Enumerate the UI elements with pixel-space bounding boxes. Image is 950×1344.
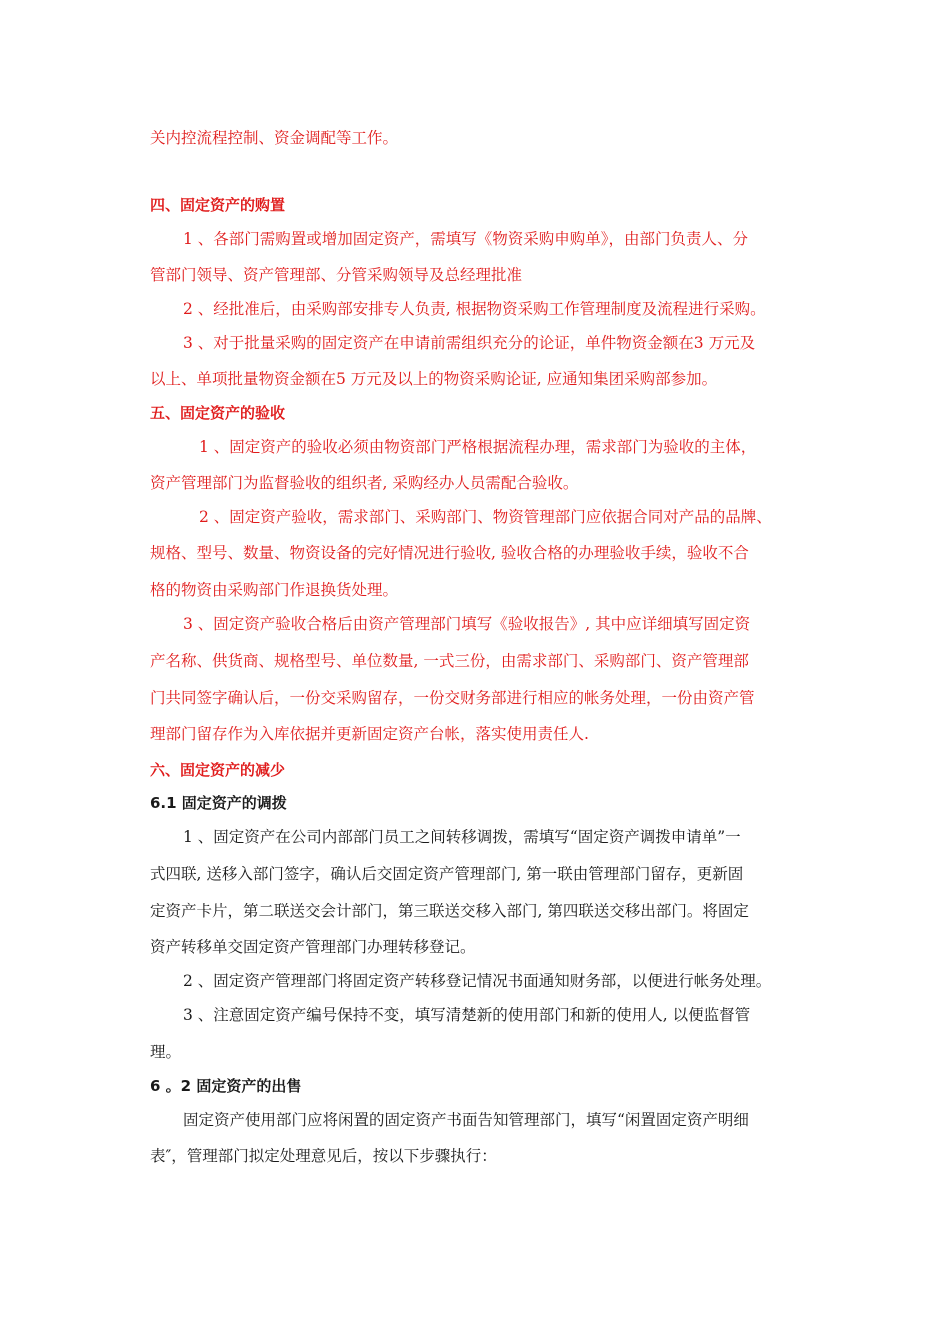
subsection-heading-6-1: 6.1 固定资产的调拨: [150, 794, 287, 812]
paragraph-line: 1 、固定资产的验收必须由物资部门严格根据流程办理，需求部门为验收的主体，: [199, 438, 757, 456]
paragraph-line: 门共同签字确认后，一份交采购留存，一份交财务部进行相应的帐务处理，一份由资产管: [150, 689, 755, 707]
subsection-heading-6-2: 6 。2 固定资产的出售: [150, 1077, 302, 1095]
paragraph-line: 3 、固定资产验收合格后由资产管理部门填写《验收报告》, 其中应详细填写固定资: [183, 615, 751, 633]
paragraph-line: 1 、各部门需购置或增加固定资产，需填写《物资采购申购单》，由部门负责人、分: [183, 230, 749, 248]
paragraph-line: 2 、固定资产验收，需求部门、采购部门、物资管理部门应依据合同对产品的品牌、: [199, 508, 772, 526]
section-heading-5: 五、固定资产的验收: [150, 404, 286, 422]
paragraph-line: 固定资产使用部门应将闲置的固定资产书面告知管理部门，填写“闲置固定资产明细: [183, 1111, 749, 1129]
paragraph-line: 关内控流程控制、资金调配等工作。: [150, 129, 399, 147]
section-heading-4: 四、固定资产的购置: [150, 196, 286, 214]
paragraph-line: 3 、注意固定资产编号保持不变，填写清楚新的使用部门和新的使用人, 以便监督管: [183, 1006, 751, 1024]
paragraph-line: 式四联, 送移入部门签字，确认后交固定资产管理部门, 第一联由管理部门留存，更新固: [150, 865, 744, 883]
paragraph-line: 管部门领导、资产管理部、分管采购领导及总经理批准: [150, 266, 523, 284]
paragraph-line: 表″，管理部门拟定处理意见后，按以下步骤执行：: [150, 1147, 497, 1165]
paragraph-line: 1 、固定资产在公司内部部门员工之间转移调拨，需填写“固定资产调拨申请单”一: [183, 828, 741, 846]
paragraph-line: 理。: [150, 1043, 182, 1061]
paragraph-line: 规格、型号、数量、物资设备的完好情况进行验收, 验收合格的办理验收手续，验收不合: [150, 544, 749, 562]
paragraph-line: 资产管理部门为监督验收的组织者, 采购经办人员需配合验收。: [150, 474, 579, 492]
paragraph-line: 2 、经批准后，由采购部安排专人负责, 根据物资采购工作管理制度及流程进行采购。: [183, 300, 766, 318]
paragraph-line: 2 、固定资产管理部门将固定资产转移登记情况书面通知财务部，以便进行帐务处理。: [183, 972, 772, 990]
paragraph-line: 以上、单项批量物资金额在5 万元及以上的物资采购论证, 应通知集团采购部参加。: [150, 370, 718, 388]
paragraph-line: 3 、对于批量采购的固定资产在申请前需组织充分的论证，单件物资金额在3 万元及: [183, 334, 756, 352]
paragraph-line: 格的物资由采购部门作退换货处理。: [150, 581, 399, 599]
section-heading-6: 六、固定资产的减少: [150, 761, 286, 779]
paragraph-line: 产名称、供货商、规格型号、单位数量, 一式三份，由需求部门、采购部门、资产管理部: [150, 652, 749, 670]
paragraph-line: 资产转移单交固定资产管理部门办理转移登记。: [150, 938, 476, 956]
paragraph-line: 理部门留存作为入库依据并更新固定资产台帐，落实使用责任人.: [150, 725, 589, 743]
paragraph-line: 定资产卡片，第二联送交会计部门，第三联送交移入部门, 第四联送交移出部门。将固定: [150, 902, 749, 920]
